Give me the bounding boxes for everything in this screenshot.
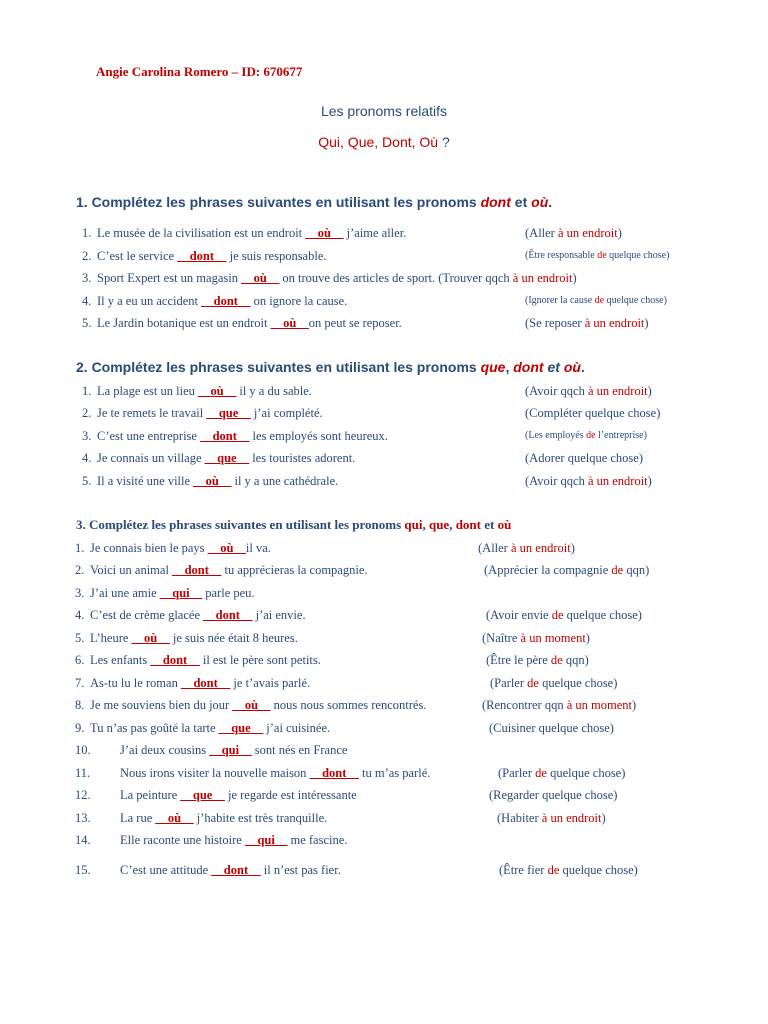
hint-end: )	[570, 541, 575, 555]
sentence-end: j’ai envie.	[252, 608, 306, 622]
page-subtitle	[0, 134, 768, 150]
item-number: 2.	[82, 249, 92, 263]
item-sentence	[120, 810, 327, 826]
sentence-start: Je connais bien le pays	[90, 541, 208, 555]
item-sentence	[120, 832, 347, 848]
sentence-end: on peut se reposer.	[308, 316, 402, 330]
sentence-end: parle peu.	[202, 586, 255, 600]
item-sentence	[120, 765, 430, 781]
section3-word-dont: dont	[455, 517, 481, 532]
item-sentence	[90, 607, 306, 623]
answer-blank: __que__	[204, 451, 250, 465]
item-number: 5.	[82, 474, 92, 488]
sentence-end: on ignore la cause.	[250, 294, 348, 308]
hint-end: )	[572, 271, 577, 285]
item-hint	[482, 697, 636, 713]
hint-highlight: à un endroit	[557, 226, 618, 240]
hint-end: l’entreprise)	[595, 430, 647, 441]
item-sentence	[97, 270, 577, 286]
hint-start: (Rencontrer qqn	[482, 698, 567, 712]
sentence-end: j’ai cuisinée.	[263, 721, 331, 735]
item-sentence	[90, 720, 330, 736]
item-hint	[525, 473, 652, 489]
answer-blank: __dont__	[200, 429, 250, 443]
section3-heading-text: 3. Complétez les phrases suivantes en utilisant les pronoms	[76, 517, 405, 532]
sentence-end: je suis responsable.	[226, 249, 327, 263]
item-number: 13.	[75, 811, 91, 825]
item-number: 14.	[75, 833, 91, 847]
section1-period: .	[548, 194, 553, 210]
section2-comma: ,	[505, 359, 514, 375]
sentence-end: il va.	[245, 541, 271, 555]
section3-comma2: ,	[449, 517, 456, 532]
answer-blank: __où__	[207, 541, 246, 555]
answer-blank: __qui__	[209, 743, 252, 757]
sentence-end: il est le père sont petits.	[199, 653, 321, 667]
answer-blank: __que__	[180, 788, 225, 802]
sentence-start: Tu n’as pas goûté la tarte	[90, 721, 219, 735]
answer-blank: __où__	[193, 474, 232, 488]
hint-end: )	[631, 698, 637, 712]
answer-blank: __qui__	[244, 833, 288, 847]
section1-heading-text: 1. Complétez les phrases suivantes en utilisant les pronoms	[76, 194, 481, 210]
item-number: 3.	[82, 429, 92, 443]
item-number: 4.	[82, 294, 92, 308]
item-number: 2.	[75, 563, 85, 577]
item-number: 3.	[82, 271, 92, 285]
item-number: 1.	[82, 226, 92, 240]
item-number: 1.	[82, 384, 92, 398]
item-hint	[489, 787, 617, 803]
sentence-start: La plage est un lieu	[97, 384, 199, 398]
item-sentence	[90, 675, 310, 691]
sentence-start: La peinture	[120, 788, 181, 802]
sentence-start: C’est de crème glacée	[90, 608, 204, 622]
hint-highlight: de	[535, 766, 547, 780]
sentence-start: Le Jardin botanique est un endroit	[97, 316, 271, 330]
sentence-start: Les enfants	[90, 653, 151, 667]
hint-start: (Les employés	[525, 430, 587, 441]
answer-blank: __que__	[206, 406, 251, 420]
item-hint	[484, 562, 649, 578]
hint-end: quelque chose)	[563, 608, 642, 622]
sentence-start: Elle raconte une histoire	[120, 833, 245, 847]
item-hint	[499, 862, 638, 878]
sentence-end: me fascine.	[287, 833, 348, 847]
item-number: 7.	[75, 676, 85, 690]
hint-start: (Avoir envie	[486, 608, 552, 622]
item-hint	[478, 540, 575, 556]
sentence-end: je suis née était 8 heures.	[169, 631, 298, 645]
item-number: 1.	[75, 541, 85, 555]
item-number: 4.	[82, 451, 92, 465]
hint-highlight: à un moment	[566, 698, 632, 712]
hint-end: quelque chose)	[559, 863, 638, 877]
answer-blank: __où__	[155, 811, 194, 825]
hint-highlight: de	[551, 608, 564, 622]
section3-comma1: ,	[422, 517, 429, 532]
answer-blank: __où__	[232, 698, 271, 712]
item-sentence	[90, 585, 255, 601]
sentence-start: Sport Expert est un magasin	[97, 271, 242, 285]
item-number: 2.	[82, 406, 92, 420]
hint-start: (Parler	[490, 676, 528, 690]
hint-highlight: à un moment	[520, 631, 586, 645]
sentence-end: les touristes adorent.	[249, 451, 356, 465]
section2-word-que: que	[480, 359, 506, 375]
hint-highlight: à un endroit	[584, 316, 645, 330]
hint-end: quelque chose)	[538, 676, 618, 690]
answer-blank: __où__	[270, 316, 309, 330]
hint-start: (Habiter	[497, 811, 542, 825]
answer-blank: __dont__	[203, 608, 253, 622]
sentence-start: La rue	[120, 811, 156, 825]
item-hint	[489, 720, 614, 736]
hint-start: (Cuisiner quelque chose)	[489, 721, 614, 735]
section3-heading	[76, 517, 511, 533]
sentence-start: C’est une attitude	[120, 863, 212, 877]
hint-start: (Naître	[482, 631, 521, 645]
item-number: 8.	[75, 698, 85, 712]
section3-and: et	[481, 517, 498, 532]
sentence-end: tu m’as parlé.	[358, 766, 431, 780]
section2-heading-text: 2. Complétez les phrases suivantes en utilisant les pronoms	[76, 359, 481, 375]
subtitle-question-mark: ?	[438, 134, 450, 150]
answer-blank: __qui__	[159, 586, 203, 600]
sentence-start: L’heure	[90, 631, 132, 645]
section2-and: et	[543, 359, 564, 375]
sentence-end: il y a du sable.	[236, 384, 312, 398]
item-hint	[525, 383, 652, 399]
sentence-end: je t’avais parlé.	[230, 676, 311, 690]
sentence-end: j’ai complété.	[250, 406, 323, 420]
item-number: 11.	[75, 766, 91, 780]
hint-highlight: de	[597, 250, 607, 261]
item-number: 10.	[75, 743, 91, 757]
answer-blank: __dont__	[177, 249, 227, 263]
sentence-start: As-tu lu le roman	[90, 676, 181, 690]
answer-blank: __dont__	[180, 676, 231, 690]
item-hint	[525, 450, 643, 466]
item-sentence	[120, 787, 357, 803]
hint-end: qqn)	[623, 563, 650, 577]
sentence-start: Le musée de la civilisation est un endroit	[97, 226, 306, 240]
answer-blank: __dont__	[201, 294, 251, 308]
sentence-start: Je te remets le travail	[97, 406, 207, 420]
item-hint	[498, 765, 625, 781]
hint-start: (Être fier	[499, 863, 548, 877]
section1-heading	[76, 194, 552, 210]
item-hint	[486, 652, 589, 668]
answer-blank: __dont__	[309, 766, 359, 780]
sentence-start: Je me souviens bien du jour	[90, 698, 233, 712]
answer-blank: __dont__	[172, 563, 222, 577]
item-sentence	[97, 473, 338, 489]
sentence-end: sont nés en France	[251, 743, 348, 757]
sentence-end: les employés sont heureux.	[249, 429, 388, 443]
sentence-end: je regarde est intéressante	[224, 788, 357, 802]
item-number: 3.	[75, 586, 85, 600]
item-sentence	[97, 428, 388, 444]
hint-highlight: à un endroit	[510, 541, 571, 555]
section1-word-dont: dont	[480, 194, 511, 210]
item-hint	[525, 225, 622, 241]
item-number: 4.	[75, 608, 85, 622]
hint-end: qqn)	[562, 653, 589, 667]
hint-end: )	[647, 384, 652, 398]
page-title: Les pronoms relatifs	[320, 103, 448, 119]
item-sentence	[120, 862, 341, 878]
hint-start: (Avoir qqch	[525, 384, 588, 398]
item-sentence	[97, 383, 312, 399]
answer-blank: __dont__	[150, 653, 200, 667]
item-number: 5.	[82, 316, 92, 330]
hint-start: (Regarder quelque chose)	[489, 788, 618, 802]
section2-word-dont: dont	[513, 359, 544, 375]
sentence-start: J’ai une amie	[90, 586, 160, 600]
item-number: 5.	[75, 631, 85, 645]
answer-blank: __dont__	[211, 863, 261, 877]
subtitle-main: Qui, Que, Dont, Où	[318, 134, 439, 150]
item-number: 6.	[75, 653, 85, 667]
hint-start: (Être le père	[486, 653, 551, 667]
hint-end: )	[617, 226, 622, 240]
sentence-start: C’est une entreprise	[97, 429, 201, 443]
hint-highlight: de	[550, 653, 563, 667]
hint-highlight: de	[594, 295, 605, 306]
item-hint	[490, 675, 617, 691]
hint-start: (Ignorer la cause	[525, 295, 595, 306]
hint-end: quelque chose)	[546, 766, 626, 780]
item-hint	[486, 607, 642, 623]
hint-highlight: à un endroit	[587, 474, 648, 488]
item-sentence	[97, 315, 402, 331]
section1-word-ou: où	[531, 194, 549, 210]
section2-period: .	[580, 359, 585, 375]
sentence-start: Il a visité une ville	[97, 474, 194, 488]
item-hint	[525, 315, 649, 331]
answer-blank: __où__	[241, 271, 280, 285]
hint-end: )	[647, 474, 652, 488]
item-sentence	[90, 697, 426, 713]
hint-start: (Adorer quelque chose)	[525, 451, 644, 465]
item-hint	[525, 248, 669, 264]
sentence-end: j’aime aller.	[343, 226, 407, 240]
item-number: 9.	[75, 721, 85, 735]
section1-and: et	[510, 194, 532, 210]
hint-highlight: de	[547, 863, 560, 877]
sentence-end: il y a une cathédrale.	[231, 474, 339, 488]
hint-start: (Se reposer	[525, 316, 585, 330]
hint-highlight: à un endroit	[541, 811, 602, 825]
item-number: 15.	[75, 863, 91, 877]
hint-end: )	[601, 811, 606, 825]
hint-highlight: à un endroit	[587, 384, 648, 398]
item-sentence	[97, 450, 355, 466]
hint-start: (Parler	[498, 766, 536, 780]
answer-blank: __où__	[198, 384, 237, 398]
author-line: Angie Carolina Romero – ID: 670677	[96, 64, 303, 79]
hint-start: (Aller	[525, 226, 558, 240]
sentence-start: Je connais un village	[97, 451, 205, 465]
hint-start: (Aller	[478, 541, 511, 555]
sentence-start: Il y a eu un accident	[97, 294, 202, 308]
hint-end: quelque chose)	[606, 250, 670, 261]
answer-blank: __où__	[305, 226, 344, 240]
item-sentence	[97, 225, 406, 241]
item-hint	[482, 630, 590, 646]
section3-word-qui: qui	[404, 517, 423, 532]
hint-start: (Avoir qqch	[525, 474, 588, 488]
item-hint	[525, 405, 660, 421]
hint-start: (Compléter quelque chose)	[525, 406, 661, 420]
hint-highlight: de	[586, 430, 596, 441]
answer-blank: __où__	[131, 631, 170, 645]
section2-heading	[76, 359, 585, 375]
sentence-end: il n’est pas fier.	[260, 863, 341, 877]
sentence-end: tu apprécieras la compagnie.	[221, 563, 368, 577]
section3-word-que: que	[428, 517, 450, 532]
item-sentence	[97, 293, 347, 309]
sentence-start: Voici un animal	[90, 563, 173, 577]
hint-start: (Être responsable	[525, 250, 598, 261]
item-hint	[525, 293, 667, 309]
sentence-end: nous nous sommes rencontrés.	[270, 698, 427, 712]
hint-end: )	[585, 631, 590, 645]
item-sentence	[97, 248, 327, 264]
item-hint	[497, 810, 606, 826]
section2-word-ou: où	[563, 359, 581, 375]
sentence-start: C’est le service	[97, 249, 178, 263]
hint-end: quelque chose)	[604, 295, 667, 306]
item-number: 12.	[75, 788, 91, 802]
answer-blank: __que__	[218, 721, 264, 735]
sentence-start: J’ai deux cousins	[120, 743, 210, 757]
item-hint	[525, 428, 647, 444]
sentence-end: j’habite est très tranquille.	[193, 811, 328, 825]
item-sentence	[120, 742, 347, 758]
sentence-end: on trouve des articles de sport. (Trouver qqch	[279, 271, 513, 285]
item-sentence	[90, 652, 321, 668]
sentence-start: Nous irons visiter la nouvelle maison	[120, 766, 310, 780]
item-sentence	[90, 540, 271, 556]
item-sentence	[97, 405, 323, 421]
hint-highlight: de	[527, 676, 539, 690]
item-sentence	[90, 630, 298, 646]
hint-highlight: de	[611, 563, 624, 577]
hint-highlight: à un endroit	[512, 271, 573, 285]
item-sentence	[90, 562, 368, 578]
hint-start: (Apprécier la compagnie	[484, 563, 612, 577]
section3-word-ou: où	[497, 517, 512, 532]
hint-end: )	[644, 316, 649, 330]
